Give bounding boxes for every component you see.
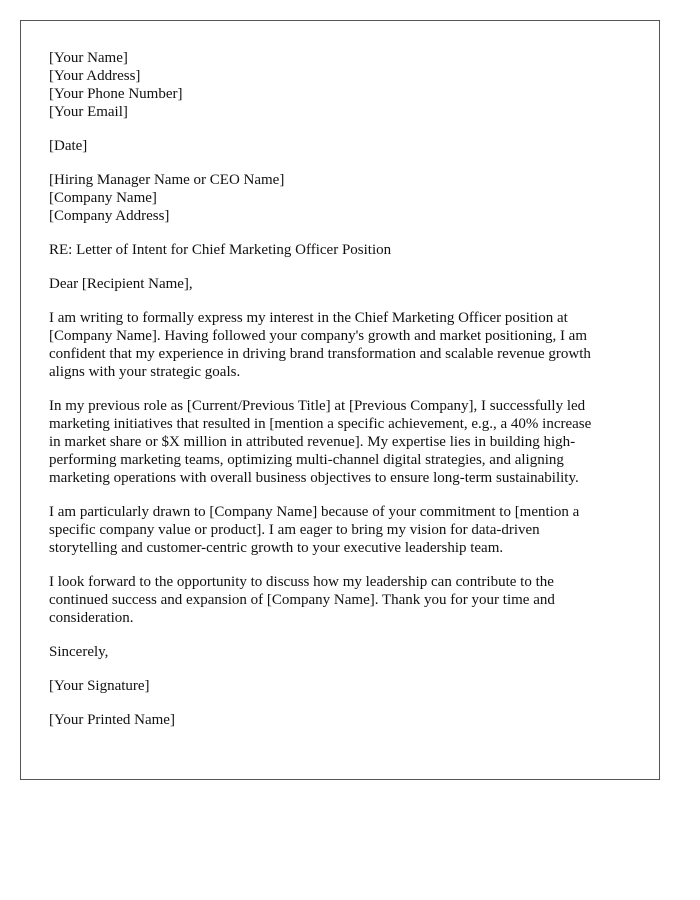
- paragraph-line: storytelling and customer-centric growth to your executive leadership team.: [49, 540, 504, 556]
- closing: Sincerely,: [49, 644, 109, 660]
- salutation: Dear [Recipient Name],: [49, 276, 193, 292]
- letter-date: [Date]: [49, 138, 88, 154]
- paragraph-line: In my previous role as [Current/Previous Title] at [Previous Company], I successfully led: [49, 398, 586, 414]
- paragraph-line: continued success and expansion of [Company Name]. Thank you for your time and: [49, 592, 555, 608]
- sender-name: [Your Name]: [49, 50, 128, 66]
- signature-block: [49, 677, 639, 695]
- body-paragraph-4: [49, 573, 639, 627]
- paragraph-line: marketing initiatives that resulted in [mention a specific achievement, e.g., a 40% increase: [49, 416, 592, 432]
- subject-line: RE: Letter of Intent for Chief Marketing Officer Position: [49, 242, 392, 258]
- paragraph-line: aligns with your strategic goals.: [49, 364, 241, 380]
- letter-page: [20, 20, 660, 780]
- paragraph-line: consideration.: [49, 610, 134, 626]
- paragraph-line: confident that my experience in driving brand transformation and scalable revenue growth: [49, 346, 591, 362]
- paragraph-line: [Company Name]. Having followed your company's growth and market positioning, I am: [49, 328, 588, 344]
- body-paragraph-1: [49, 309, 639, 381]
- sender-address: [Your Address]: [49, 68, 141, 84]
- printed-name: [Your Printed Name]: [49, 712, 175, 728]
- closing-block: [49, 643, 639, 661]
- body-paragraph-3: [49, 503, 639, 557]
- signature: [Your Signature]: [49, 678, 150, 694]
- paragraph-line: performing marketing teams, optimizing multi-channel digital strategies, and aligning: [49, 452, 564, 468]
- recipient-address: [Company Address]: [49, 208, 170, 224]
- recipient-block: [49, 171, 639, 225]
- sender-block: [49, 49, 639, 121]
- paragraph-line: I look forward to the opportunity to discuss how my leadership can contribute to the: [49, 574, 554, 590]
- paragraph-line: I am particularly drawn to [Company Name] because of your commitment to [mention a: [49, 504, 580, 520]
- paragraph-line: specific company value or product]. I am eager to bring my vision for data-driven: [49, 522, 540, 538]
- recipient-company: [Company Name]: [49, 190, 157, 206]
- subject-block: [49, 241, 639, 259]
- printed-name-block: [49, 711, 639, 729]
- letter-body: [49, 49, 639, 745]
- body-paragraph-2: [49, 397, 639, 487]
- sender-email: [Your Email]: [49, 104, 128, 120]
- paragraph-line: I am writing to formally express my interest in the Chief Marketing Officer position at: [49, 310, 568, 326]
- sender-phone: [Your Phone Number]: [49, 86, 183, 102]
- paragraph-line: marketing operations with overall business objectives to ensure long-term sustainability.: [49, 470, 579, 486]
- salutation-block: [49, 275, 639, 293]
- date-block: [49, 137, 639, 155]
- paragraph-line: in market share or $X million in attributed revenue]. My expertise lies in building high-: [49, 434, 576, 450]
- recipient-name: [Hiring Manager Name or CEO Name]: [49, 172, 285, 188]
